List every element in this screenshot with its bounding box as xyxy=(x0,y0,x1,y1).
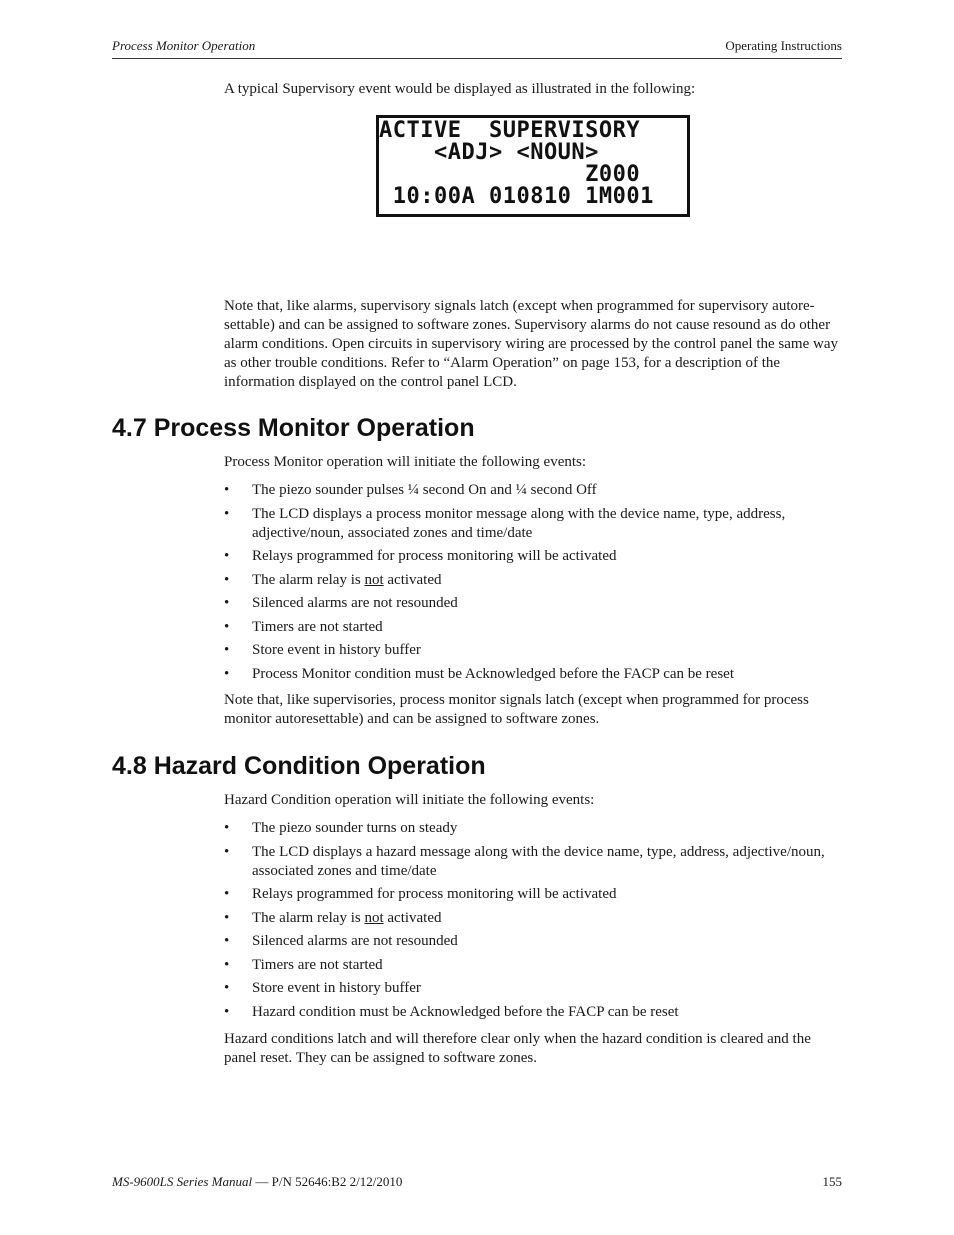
list-item: • The piezo sounder turns on steady xyxy=(224,820,458,836)
list-item: • Hazard condition must be Acknowledged before the FACP can be reset xyxy=(224,1003,679,1020)
lcd-line-3: Z000 xyxy=(379,162,641,187)
list-item: • Silenced alarms are not resounded xyxy=(224,595,458,611)
section-4-8-note: Hazard conditions latch and will therefore clear only when the hazard condition is cleared and the panel reset. They can be assigned to software zones. xyxy=(224,1031,811,1066)
bullet: • xyxy=(224,956,230,973)
bullet: • xyxy=(224,571,230,588)
footer-part-number: — P/N 52646:B2 2/12/2010 xyxy=(252,1174,403,1189)
list-item: • The LCD displays a process monitor message along with the device name, type, address, adjective/noun, associated zones and time/date xyxy=(224,505,786,541)
footer-manual-info xyxy=(112,1174,402,1190)
bullet: • xyxy=(224,933,230,949)
bullet: • xyxy=(224,548,230,564)
list-item: • Timers are not started xyxy=(224,618,383,635)
list-item: • Process Monitor condition must be Acknowledged before the FACP can be reset xyxy=(224,665,734,682)
list-item: • The alarm relay is not activated xyxy=(224,571,442,588)
bullet: • xyxy=(224,505,230,522)
page-number: 155 xyxy=(822,1174,842,1189)
lcd-line-4: 10:00A 010810 1M001 xyxy=(379,184,654,209)
bullet: • xyxy=(224,909,230,926)
list-item: • Store event in history buffer xyxy=(224,642,421,658)
footer-manual-title: MS-9600LS Series Manual xyxy=(112,1174,253,1189)
bullet: • xyxy=(224,482,230,498)
bullet: • xyxy=(224,820,230,836)
bullet: • xyxy=(224,595,230,611)
section-4-7-event-list xyxy=(224,481,842,688)
section-4-7-note: Note that, like supervisories, process monitor signals latch (except when programmed for process monitor autoresettable) and can be assigned to software zones. xyxy=(224,692,809,727)
list-item: • Timers are not started xyxy=(224,956,383,973)
bullet: • xyxy=(224,843,230,860)
intro-paragraph: A typical Supervisory event would be displayed as illustrated in the following: xyxy=(224,81,696,97)
section-4-8-event-list xyxy=(224,819,842,1026)
section-heading-4-7: 4.7 Process Monitor Operation xyxy=(112,414,475,442)
section-4-7-lead: Process Monitor operation will initiate the following events: xyxy=(224,454,587,470)
page-header xyxy=(112,38,842,59)
list-item: • The piezo sounder pulses ¼ second On and ¼ second Off xyxy=(224,482,597,498)
section-4-8-lead: Hazard Condition operation will initiate the following events: xyxy=(224,792,595,808)
list-item: • Relays programmed for process monitoring will be activated xyxy=(224,886,617,902)
lcd-line-1: ACTIVE SUPERVISORY xyxy=(379,118,641,143)
supervisory-note: Note that, like alarms, supervisory signals latch (except when programmed for supervisory autore-settable) and can be assigned to software zones. Supervisory alarms do not cause resound as do other alarm conditions. Open circuits in supervisory wiring are processed by the control panel the same way as other trouble conditions. Refer to “Alarm Operation” on page 153, for a description of the information displayed on the control panel LCD. xyxy=(224,298,838,390)
list-item: • The alarm relay is not activated xyxy=(224,909,442,926)
list-item: • The LCD displays a hazard message along with the device name, type, address, adjective/noun, associated zones and time/date xyxy=(224,843,825,879)
list-item: • Store event in history buffer xyxy=(224,980,421,996)
bullet: • xyxy=(224,1003,230,1020)
bullet: • xyxy=(224,980,230,996)
emphasis-not: not xyxy=(364,571,384,588)
list-item: • Relays programmed for process monitoring will be activated xyxy=(224,548,617,564)
lcd-line-2: <ADJ> <NOUN> xyxy=(379,140,599,165)
lcd-display xyxy=(376,115,690,217)
header-section-title: Process Monitor Operation xyxy=(112,38,256,53)
bullet: • xyxy=(224,618,230,635)
header-chapter-title: Operating Instructions xyxy=(725,38,842,53)
page-footer xyxy=(112,1174,842,1194)
section-heading-4-8: 4.8 Hazard Condition Operation xyxy=(112,752,486,780)
emphasis-not: not xyxy=(364,909,384,926)
bullet: • xyxy=(224,642,230,658)
bullet: • xyxy=(224,886,230,902)
list-item: • Silenced alarms are not resounded xyxy=(224,933,458,949)
bullet: • xyxy=(224,665,230,682)
